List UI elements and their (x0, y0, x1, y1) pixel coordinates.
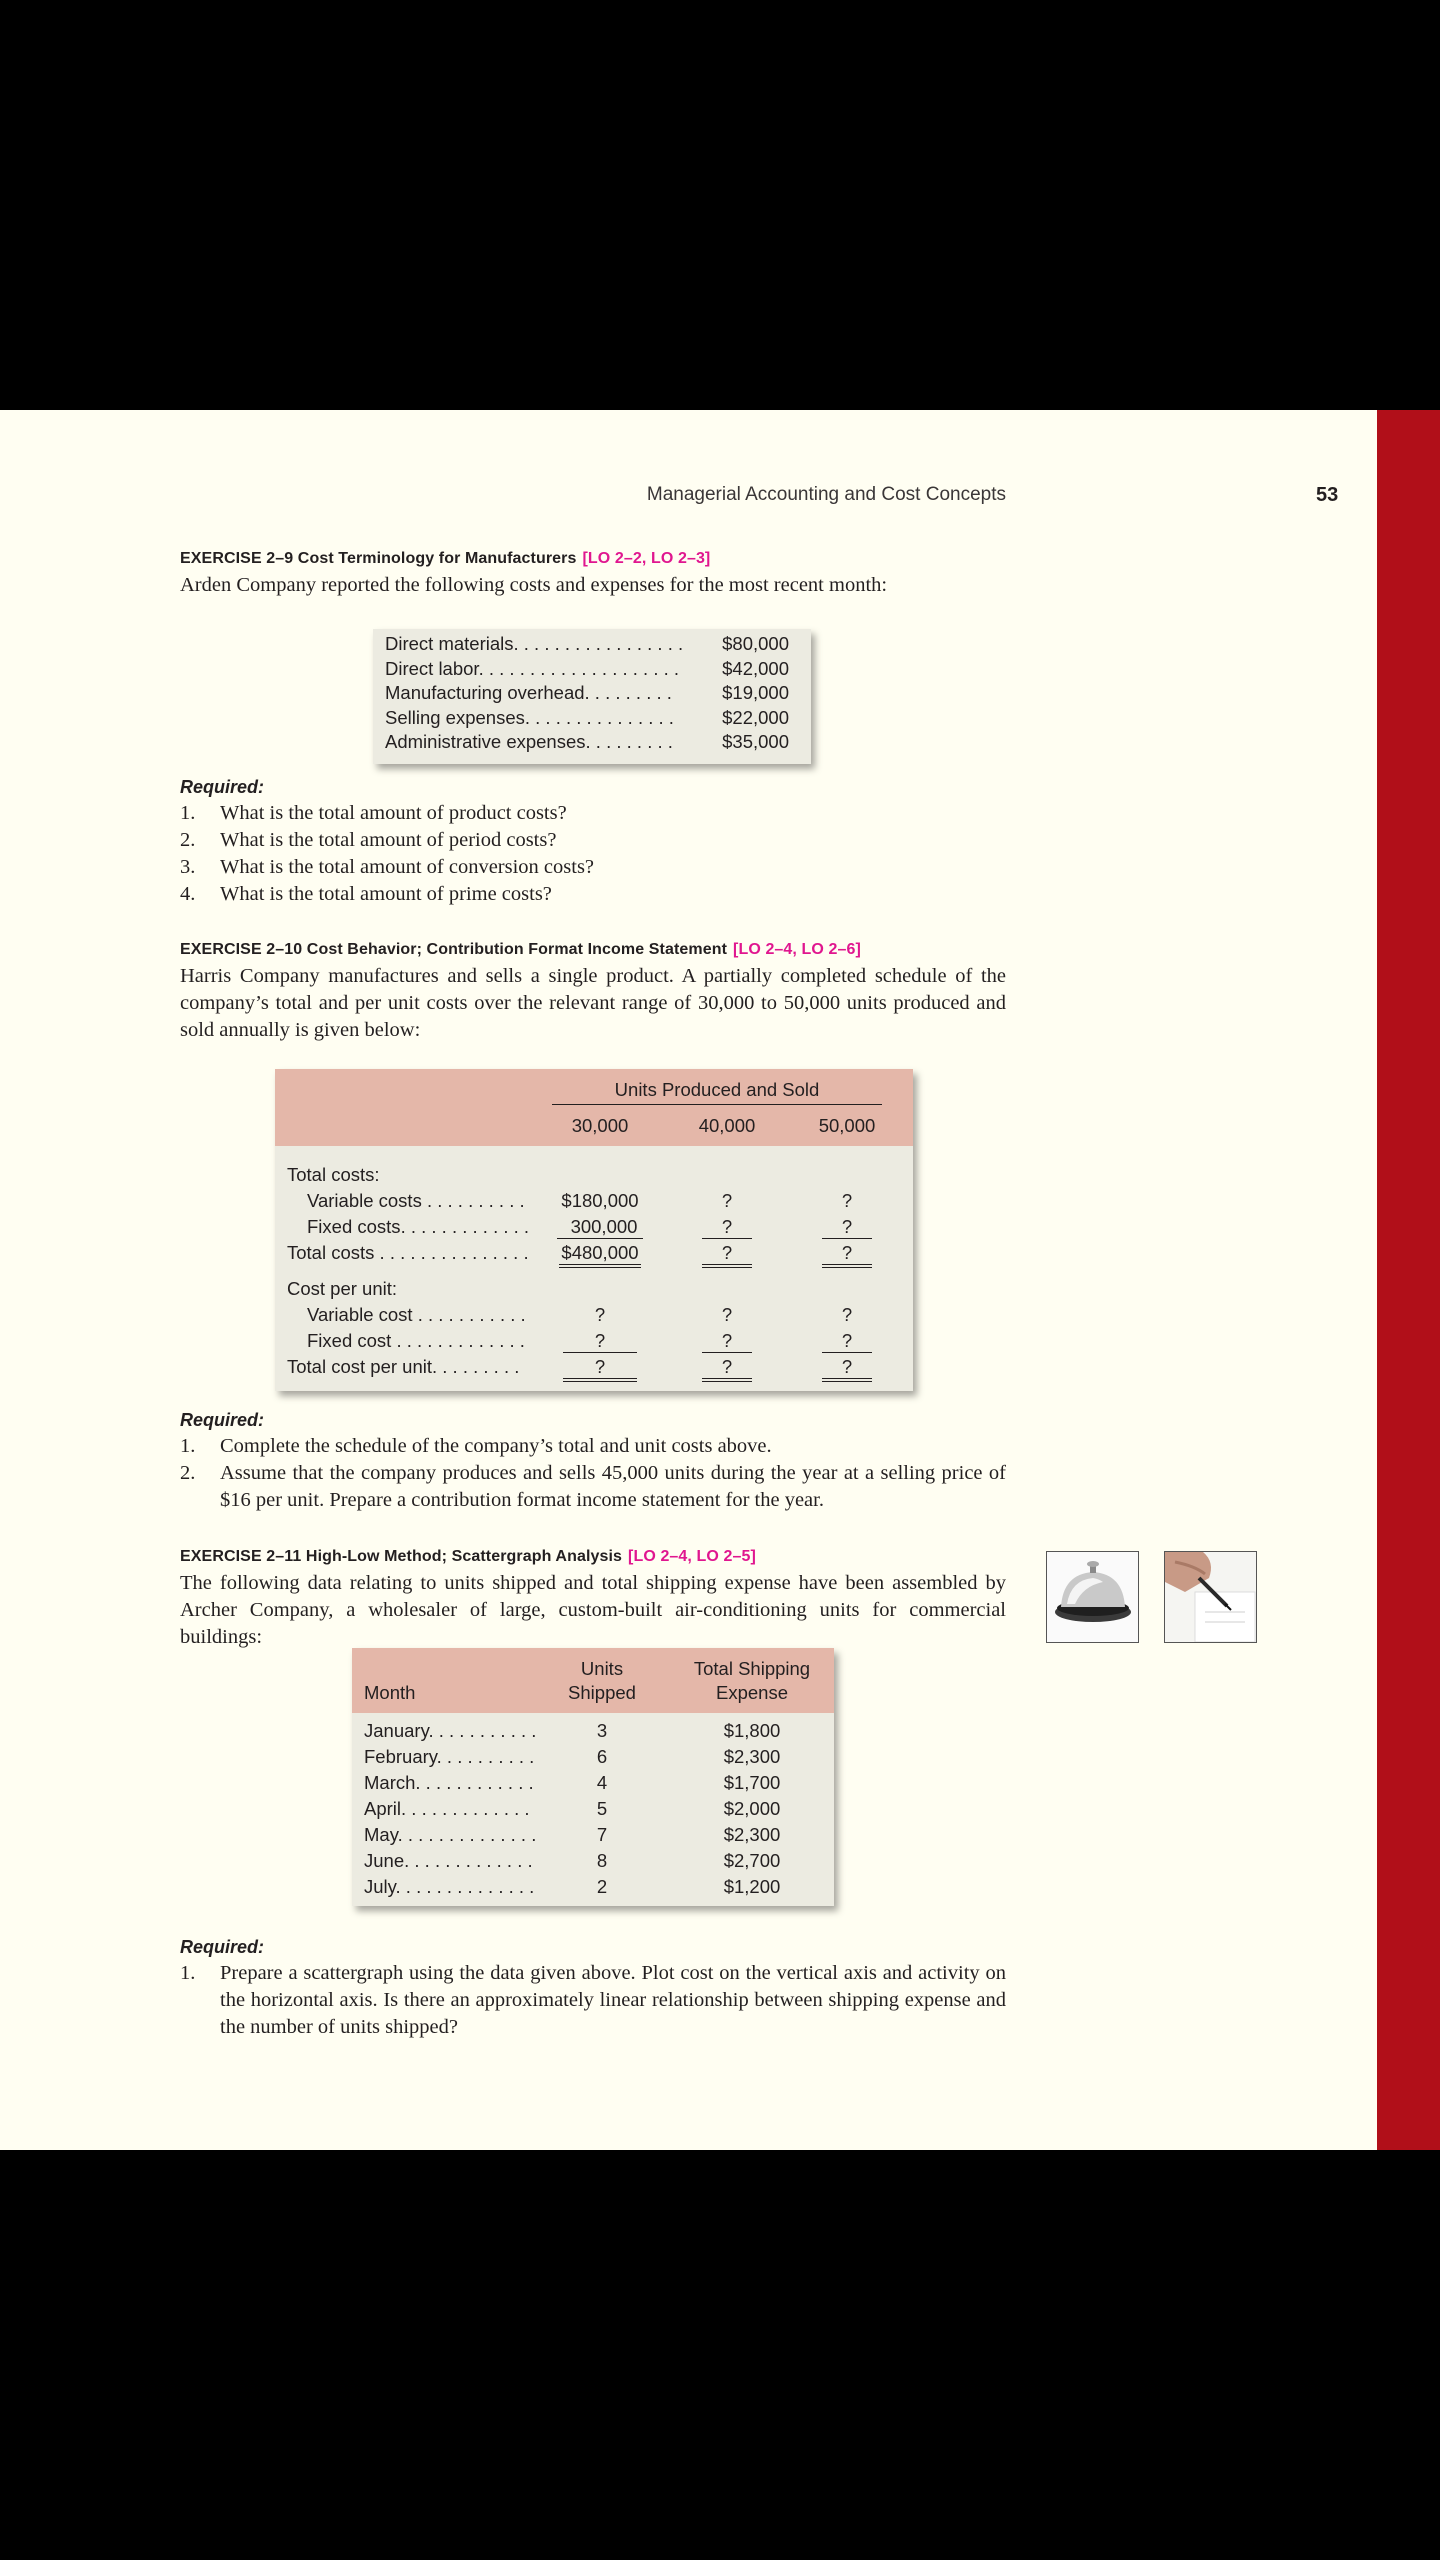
cost-value: $80,000 (722, 633, 789, 654)
table-row: April. . . . . . . . . . . . . 5 $2,000 (352, 1798, 834, 1824)
column-header: Total Shipping (693, 1658, 811, 1679)
table-row: July. . . . . . . . . . . . . . 2 $1,200 (352, 1876, 834, 1902)
table-row: Total costs . . . . . . . . . . . . . . . $480,000 ? ? (275, 1242, 913, 1268)
cost-label: Administrative expenses (385, 731, 586, 752)
table-header (275, 1069, 913, 1146)
table-row: March. . . . . . . . . . . . 4 $1,700 (352, 1772, 834, 1798)
exercise-2-11-intro: The following data relating to units shipped and total shipping expense have been assembled by Archer Company, a wholesaler of large, custom-built air-conditioning units for commercial buildings: (180, 1572, 1006, 1648)
exercise-2-10-cost-schedule (275, 1069, 913, 1391)
table-row: Administrative expenses. . . . . . . . . $35,000 (385, 731, 789, 752)
exercise-2-10-questions (180, 1433, 1006, 1514)
cost-value: $19,000 (722, 682, 789, 703)
textbook-page (0, 410, 1440, 2150)
question-item: 1. Prepare a scattergraph using the data given above. Plot cost on the vertical axis and activity on the horizontal axis. Is there an approximately linear relationship between shipping expense and the number of units shipped? (180, 1962, 1006, 2038)
exercise-2-9-title: EXERCISE 2–9 Cost Terminology for Manufacturers [LO 2–2, LO 2–3] (180, 550, 711, 567)
shipping-expense: $1,700 (723, 1772, 781, 1793)
learning-objectives: [LO 2–2, LO 2–3] (582, 550, 711, 567)
table-row: Direct materials. . . . . . . . . . . . . . . . . $80,000 (385, 633, 789, 654)
exercise-2-9-intro: Arden Company reported the following costs and expenses for the most recent month: (180, 574, 888, 596)
required-heading: Required: (180, 1410, 265, 1430)
cost-value: $42,000 (722, 657, 789, 679)
table-row: January. . . . . . . . . . . 3 $1,800 (352, 1720, 834, 1746)
units-shipped: 2 (596, 1876, 608, 1897)
column-header: Expense (716, 1682, 788, 1703)
required-heading: Required: (180, 1937, 265, 1957)
cost-label: Direct materials (385, 633, 514, 654)
units-shipped: 3 (596, 1720, 608, 1741)
cost-label: Selling expenses (385, 706, 525, 728)
question-item: 4. What is the total amount of prime costs? (180, 883, 552, 905)
table-row: May. . . . . . . . . . . . . . 7 $2,300 (352, 1824, 834, 1850)
pen-writing-icon (1164, 1551, 1257, 1643)
shipping-expense: $2,000 (723, 1798, 781, 1819)
table-row: Selling expenses. . . . . . . . . . . . . . . $22,000 (385, 706, 789, 728)
shipping-expense: $2,300 (723, 1746, 781, 1767)
column-header: 30,000 (571, 1115, 629, 1136)
question-item: 2. Assume that the company produces and sells 45,000 units during the year at a selling price of $16 per unit. Prepare a contribution format income statement for the year. (180, 1462, 1006, 1511)
shipping-expense: $1,800 (723, 1720, 781, 1741)
cost-value: $22,000 (722, 706, 789, 728)
table-row: Total costs: (287, 1164, 380, 1185)
cost-label: Direct labor (385, 657, 479, 679)
question-item: 3. What is the total amount of conversion costs? (180, 856, 595, 878)
exercise-2-10-title: EXERCISE 2–10 Cost Behavior; Contribution Format Income Statement [LO 2–4, LO 2–6] (180, 941, 861, 958)
units-shipped: 7 (596, 1824, 608, 1845)
column-header: Shipped (568, 1682, 636, 1703)
required-heading: Required: (180, 777, 265, 797)
cost-label: Manufacturing overhead (385, 682, 585, 703)
units-shipped: 4 (596, 1772, 608, 1793)
page-number: 53 (1316, 484, 1339, 506)
table-row: Manufacturing overhead. . . . . . . . . $19,000 (385, 682, 789, 703)
month-label: January (364, 1720, 429, 1741)
table-row: Variable cost . . . . . . . . . . . ? ? ? (307, 1304, 853, 1325)
question-item: 2. What is the total amount of period costs? (180, 829, 557, 851)
units-shipped: 5 (596, 1798, 608, 1819)
exercise-2-11-title: EXERCISE 2–11 High-Low Method; Scattergraph Analysis [LO 2–4, LO 2–5] (180, 1548, 756, 1565)
table-header (352, 1648, 834, 1713)
service-bell-icon (1046, 1551, 1139, 1643)
exercise-2-11-shipping-table (352, 1648, 834, 1906)
shipping-expense: $2,700 (723, 1850, 781, 1871)
table-row: June. . . . . . . . . . . . . 8 $2,700 (352, 1850, 834, 1876)
table-row: Direct labor. . . . . . . . . . . . . . . . . . . . $42,000 (385, 657, 789, 679)
question-item: 1. Complete the schedule of the company’s total and unit costs above. (180, 1435, 772, 1457)
table-row: Total cost per unit. . . . . . . . . ? ? ? (275, 1356, 913, 1382)
learning-objectives: [LO 2–4, LO 2–5] (628, 1548, 756, 1565)
exercise-2-10-intro: Harris Company manufactures and sells a single product. A partially completed schedule of the company’s total and per unit costs over the relevant range of 30,000 to 50,000 units produced and sold annually is given below: (180, 965, 1006, 1041)
shipping-expense: $2,300 (723, 1824, 781, 1845)
table-row: February. . . . . . . . . . 6 $2,300 (352, 1746, 834, 1772)
shipping-expense: $1,200 (723, 1876, 781, 1897)
month-label: April (364, 1798, 402, 1819)
question-item: 1. What is the total amount of product costs? (180, 802, 567, 824)
month-label: March (364, 1772, 416, 1793)
column-header: Month (364, 1682, 416, 1703)
page-edge-bar (1377, 410, 1440, 2150)
month-label: June (364, 1850, 405, 1871)
exercise-2-9-questions (180, 800, 1010, 908)
month-label: February (364, 1746, 437, 1767)
units-shipped: 8 (596, 1850, 608, 1871)
month-label: May (364, 1824, 398, 1845)
table-row: Fixed cost . . . . . . . . . . . . . ? ? ? (275, 1330, 913, 1356)
learning-objectives: [LO 2–4, LO 2–6] (733, 941, 861, 958)
column-header: 50,000 (818, 1115, 876, 1136)
group-header: Units Produced and Sold (614, 1079, 820, 1100)
table-row: Fixed costs. . . . . . . . . . . . . 300,000 ? ? (275, 1216, 913, 1242)
column-header: 40,000 (698, 1115, 756, 1136)
month-label: July (364, 1876, 396, 1897)
exercise-2-9-costs-table (373, 629, 811, 764)
cost-value: $35,000 (722, 731, 789, 752)
running-head: Managerial Accounting and Cost Concepts (646, 484, 1006, 505)
exercise-2-11-questions (180, 1960, 1006, 2041)
table-row: Cost per unit: (287, 1278, 398, 1299)
column-header: Units (580, 1658, 624, 1679)
units-shipped: 6 (596, 1746, 608, 1767)
table-row: Variable costs . . . . . . . . . . $180,000 ? ? (307, 1190, 853, 1211)
